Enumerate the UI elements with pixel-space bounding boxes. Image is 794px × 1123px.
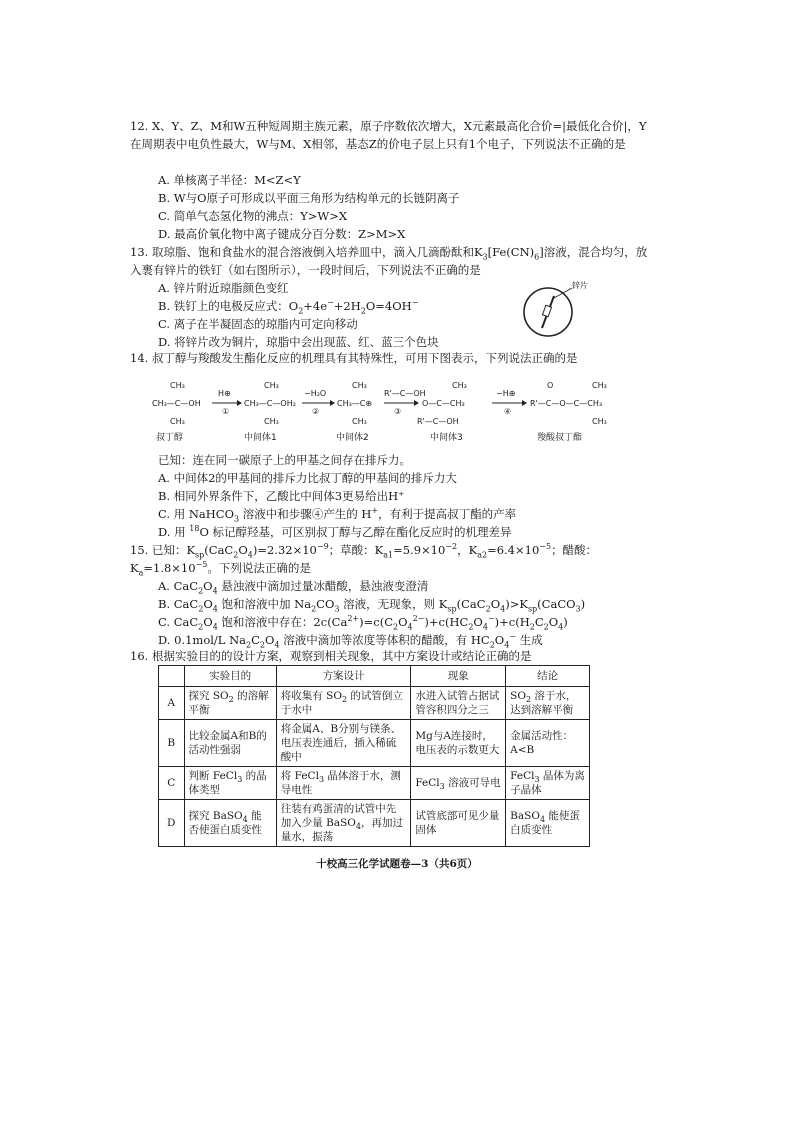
table-row — [159, 767, 590, 800]
q14-option-c: C. 用 NaHCO$_3$ 溶液中和步骤④产生的 H+，有利于提高叔丁酯的产率 — [158, 506, 517, 524]
reaction-mechanism — [152, 368, 652, 448]
q15-option-a: A. $CaC_2O_4$ 悬浊液中滴加过量冰醋酸，悬浊液变澄清 — [158, 579, 429, 596]
row-label-a: A — [159, 687, 185, 720]
q12-option-d: D. 最高价氧化物中离子键成分百分数：Z>M>X — [158, 227, 406, 241]
table-row — [159, 720, 590, 767]
question-14 — [130, 350, 650, 368]
table-header-blank — [159, 666, 185, 687]
svg-text:CH₃: CH₃ — [592, 381, 607, 390]
cell-design: 将金属A、B分别与镁条、电压表连通后，插入稀硫酸中 — [276, 720, 411, 767]
table-header-conclusion: 结论 — [506, 666, 590, 687]
q14-option-b: B. 相同外界条件下，乙酸比中间体3更易给出H⁺ — [158, 489, 405, 503]
svg-text:CH₃: CH₃ — [592, 417, 607, 426]
svg-text:CH₃—C—OH: CH₃—C—OH — [152, 399, 201, 408]
svg-text:CH₃: CH₃ — [264, 381, 279, 390]
svg-text:CH₃: CH₃ — [352, 381, 367, 390]
question-14-stem: 14. 叔丁醇与羧酸发生酯化反应的机理具有其特殊性，可用下图表示，下列说法正确的是 — [130, 351, 578, 365]
cell-phenomenon: 水进入试管占据试管容积四分之三 — [411, 687, 506, 720]
zinc-label: 锌片 — [572, 281, 588, 290]
svg-text:O—C—CH₃: O—C—CH₃ — [422, 399, 465, 408]
svg-text:−H₂O: −H₂O — [304, 389, 327, 398]
label-intermediate-1: 中间体1 — [244, 433, 277, 443]
label-intermediate-2: 中间体2 — [336, 433, 369, 443]
label-ester: 羧酸叔丁酯 — [537, 433, 583, 443]
svg-text:R'—C—OH: R'—C—OH — [384, 389, 426, 398]
cell-design: 将收集有 $SO_2$ 的试管倒立于水中 — [276, 687, 411, 720]
svg-text:R'—C—OH: R'—C—OH — [417, 417, 459, 426]
q13-option-a: A. 锌片附近琼脂颜色变红 — [158, 281, 289, 295]
cell-conclusion: $SO_2$ 溶于水，达到溶解平衡 — [506, 687, 590, 720]
cell-design: 往装有鸡蛋清的试管中先加入少量 BaSO$_4$，再加过量水，振荡 — [276, 800, 411, 847]
label-intermediate-3: 中间体3 — [430, 433, 463, 443]
cell-phenomenon: 试管底部可见少量固体 — [411, 800, 506, 847]
svg-text:CH₃: CH₃ — [452, 381, 467, 390]
cell-design: 将 FeCl$_3$ 晶体溶于水，测导电性 — [276, 767, 411, 800]
question-16-stem: 16. 根据实验目的的设计方案，观察到相关现象，其中方案设计或结论正确的是 — [130, 649, 532, 663]
question-15 — [130, 542, 650, 577]
table-header-purpose: 实验目的 — [184, 666, 276, 687]
q14-option-d: D. 用 $^{18}$O 标记醇羟基，可区别叔丁醇与乙醇在酯化反应时的机理差异 — [158, 524, 512, 539]
question-12-stem: 12. X、Y、Z、M和W五种短周期主族元素，原子序数依次增大，X元素最高化合价=|最低化合价|，Y在周期表中电负性最大，W与M、X相邻，基态Z的价电子层上只有1个电子，下列说法不正确的是 — [130, 119, 647, 151]
q13-option-c: C. 离子在半凝固态的琼脂内可定向移动 — [158, 317, 358, 331]
petri-dish-figure — [516, 276, 596, 346]
label-tert-butanol: 叔丁醇 — [156, 433, 184, 443]
table-row — [159, 687, 590, 720]
question-12 — [130, 118, 650, 153]
table-header-phenomenon: 现象 — [411, 666, 506, 687]
svg-text:②: ② — [312, 407, 320, 416]
q12-option-c: C. 简单气态氢化物的沸点：Y>W>X — [158, 209, 348, 223]
svg-text:CH₃: CH₃ — [170, 417, 185, 426]
cell-phenomenon: FeCl$_3$ 溶液可导电 — [411, 767, 506, 800]
cell-purpose: 探究 $SO_2$ 的溶解平衡 — [184, 687, 276, 720]
svg-text:④: ④ — [504, 407, 512, 416]
svg-text:CH₃: CH₃ — [170, 381, 185, 390]
question-13 — [130, 244, 650, 279]
question-16 — [130, 648, 650, 666]
svg-text:−H⊕: −H⊕ — [496, 389, 516, 398]
svg-text:CH₃: CH₃ — [264, 417, 279, 426]
svg-text:③: ③ — [394, 407, 402, 416]
svg-text:R'—C—O—C—CH₃: R'—C—O—C—CH₃ — [530, 399, 603, 408]
zinc-strip — [542, 305, 551, 316]
svg-text:H⊕: H⊕ — [218, 389, 231, 398]
cell-phenomenon: Mg与A连接时，电压表的示数更大 — [411, 720, 506, 767]
svg-text:①: ① — [222, 407, 230, 416]
table-header-row — [159, 666, 590, 687]
q14-note: 已知：连在同一碳原子上的甲基之间存在排斥力。 — [158, 453, 411, 467]
q13-option-d: D. 将锌片改为铜片，琼脂中会出现蓝、红、蓝三个色块 — [158, 335, 439, 349]
svg-text:CH₃—C⊕: CH₃—C⊕ — [337, 399, 373, 408]
row-label-b: B — [159, 720, 185, 767]
cell-conclusion: 金属活动性：A<B — [506, 720, 590, 767]
svg-text:O: O — [547, 381, 554, 390]
table-row — [159, 800, 590, 847]
question-13-stem: 13. 取琼脂、饱和食盐水的混合溶液倒入培养皿中，滴入几滴酚酞和$K_3[Fe(CN)_6]$溶液，混合均匀，放入裹有锌片的铁钉（如右图所示），一段时间后，下列说法不正确的是 — [130, 245, 648, 277]
svg-text:CH₃: CH₃ — [352, 417, 367, 426]
q13-option-b: B. 铁钉上的电极反应式：$O_2+4e^-+2H_2O=4OH^-$ — [158, 298, 419, 316]
cell-purpose: 比较金属A和B的活动性强弱 — [184, 720, 276, 767]
q15-option-d: D. 0.1mol/L $Na_2C_2O_4$ 溶液中滴加等浓度等体积的醋酸，有 $HC_2O_4^-$ 生成 — [158, 632, 543, 650]
cell-conclusion: BaSO$_4$ 能使蛋白质变性 — [506, 800, 590, 847]
row-label-d: D — [159, 800, 185, 847]
question-15-stem: 15. 已知：$K_{sp}(CaC_2O_4)=2.32\times 10^{-9}$；草酸：$K_{a1}=5.9\times 10^{-2}$，$K_{a2}=6.4\times 10^{-5}$；醋酸：$K_a=1.8\times 10^{-5}$。下列说法正确的是 — [130, 542, 598, 577]
row-label-c: C — [159, 767, 185, 800]
table-header-design: 方案设计 — [276, 666, 411, 687]
svg-text:CH₃—C—OH₂: CH₃—C—OH₂ — [244, 399, 296, 408]
cell-conclusion: FeCl$_3$ 晶体为离子晶体 — [506, 767, 590, 800]
q15-option-c: C. $CaC_2O_4$ 饱和溶液中存在：$2c(Ca^{2+})=c(C_2O_4^{2-})+c(HC_2O_4^-)+c(H_2C_2O_4)$ — [158, 614, 568, 632]
cell-purpose: 探究 BaSO$_4$ 能否使蛋白质变性 — [184, 800, 276, 847]
page-footer: 十校高三化学试题卷—3（共6页） — [316, 858, 478, 870]
experiment-table — [158, 665, 590, 847]
q14-option-a: A. 中间体2的甲基间的排斥力比叔丁醇的甲基间的排斥力大 — [158, 471, 457, 485]
q12-option-b: B. W与O原子可形成以平面三角形为结构单元的长链阴离子 — [158, 191, 460, 205]
q12-option-a: A. 单核离子半径：M<Z<Y — [158, 173, 301, 187]
cell-purpose: 判断 FeCl$_3$ 的晶体类型 — [184, 767, 276, 800]
q15-option-b: B. $CaC_2O_4$ 饱和溶液中加 $Na_2CO_3$ 溶液，无现象，则 $K_{sp}(CaC_2O_4)>K_{sp}(CaCO_3)$ — [158, 597, 586, 614]
